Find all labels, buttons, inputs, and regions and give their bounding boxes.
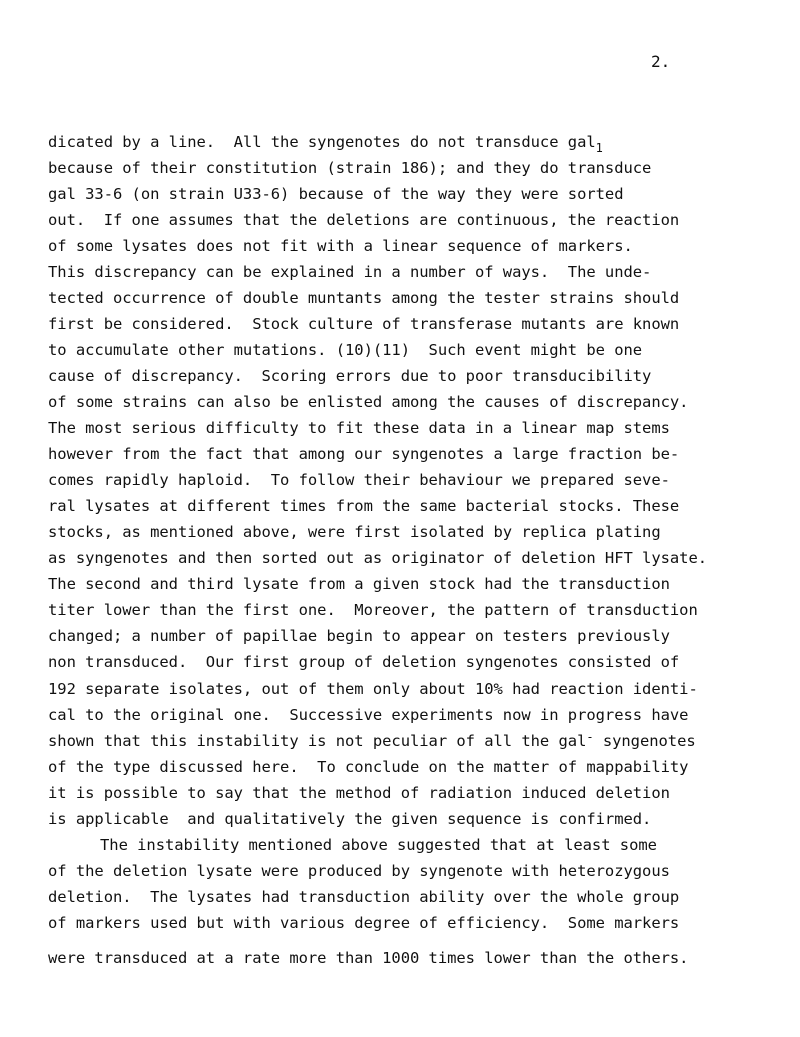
- text-line: non transduced. Our first group of deletion syngenotes consisted of: [48, 653, 680, 671]
- text-line: first be considered. Stock culture of transferase mutants are known: [48, 315, 680, 333]
- text-line: The instability mentioned above suggested that at least some: [100, 836, 657, 854]
- text-segment: shown that this instability is not peculiar of all the gal: [48, 732, 587, 750]
- text-line: cause of discrepancy. Scoring errors due to poor transducibility: [48, 367, 652, 385]
- text-line: ral lysates at different times from the same bacterial stocks. These: [48, 497, 680, 515]
- text-line: [48, 132, 603, 155]
- text-line: of markers used but with various degree of efficiency. Some markers: [48, 914, 680, 932]
- text-line: of the type discussed here. To conclude on the matter of mappability: [48, 758, 689, 776]
- text-line: because of their constitution (strain 186); and they do transduce: [48, 159, 652, 177]
- text-line: The most serious difficulty to fit these data in a linear map stems: [48, 419, 670, 437]
- text-line: is applicable and qualitatively the given sequence is confirmed.: [48, 810, 652, 828]
- text-line: it is possible to say that the method of radiation induced deletion: [48, 784, 670, 802]
- text-line: tected occurrence of double muntants among the tester strains should: [48, 289, 680, 307]
- text-line: The second and third lysate from a given stock had the transduction: [48, 575, 670, 593]
- text-line: of the deletion lysate were produced by syngenote with heterozygous: [48, 862, 670, 880]
- text-line: of some lysates does not fit with a linear sequence of markers.: [48, 237, 633, 255]
- text-line: to accumulate other mutations. (10)(11) Such event might be one: [48, 341, 643, 359]
- text-segment: dicated by a line. All the syngenotes do not transduce gal: [48, 133, 596, 151]
- superscript: -: [586, 730, 594, 744]
- page-number: 2.: [651, 52, 671, 71]
- text-line: titer lower than the first one. Moreover, the pattern of transduction: [48, 601, 698, 619]
- text-line: changed; a number of papillae begin to appear on testers previously: [48, 627, 670, 645]
- text-line: as syngenotes and then sorted out as originator of deletion HFT lysate.: [48, 549, 708, 567]
- text-line: deletion. The lysates had transduction ability over the whole group: [48, 888, 680, 906]
- text-line: of some strains can also be enlisted among the causes of discrepancy.: [48, 393, 689, 411]
- subscript: 1: [595, 141, 603, 155]
- text-line: stocks, as mentioned above, were first isolated by replica plating: [48, 523, 661, 541]
- text-line: 192 separate isolates, out of them only about 10% had reaction identi-: [48, 680, 698, 698]
- text-line: gal 33-6 (on strain U33-6) because of the way they were sorted: [48, 185, 624, 203]
- text-line: however from the fact that among our syngenotes a large fraction be-: [48, 445, 680, 463]
- text-line: out. If one assumes that the deletions are continuous, the reaction: [48, 211, 680, 229]
- text-line: [48, 731, 696, 751]
- text-line: This discrepancy can be explained in a number of ways. The unde-: [48, 263, 652, 281]
- text-line: cal to the original one. Successive experiments now in progress have: [48, 706, 689, 724]
- text-line: comes rapidly haploid. To follow their behaviour we prepared seve-: [48, 471, 670, 489]
- text-line: were transduced at a rate more than 1000 times lower than the others.: [48, 949, 689, 967]
- text-segment: syngenotes: [593, 732, 696, 750]
